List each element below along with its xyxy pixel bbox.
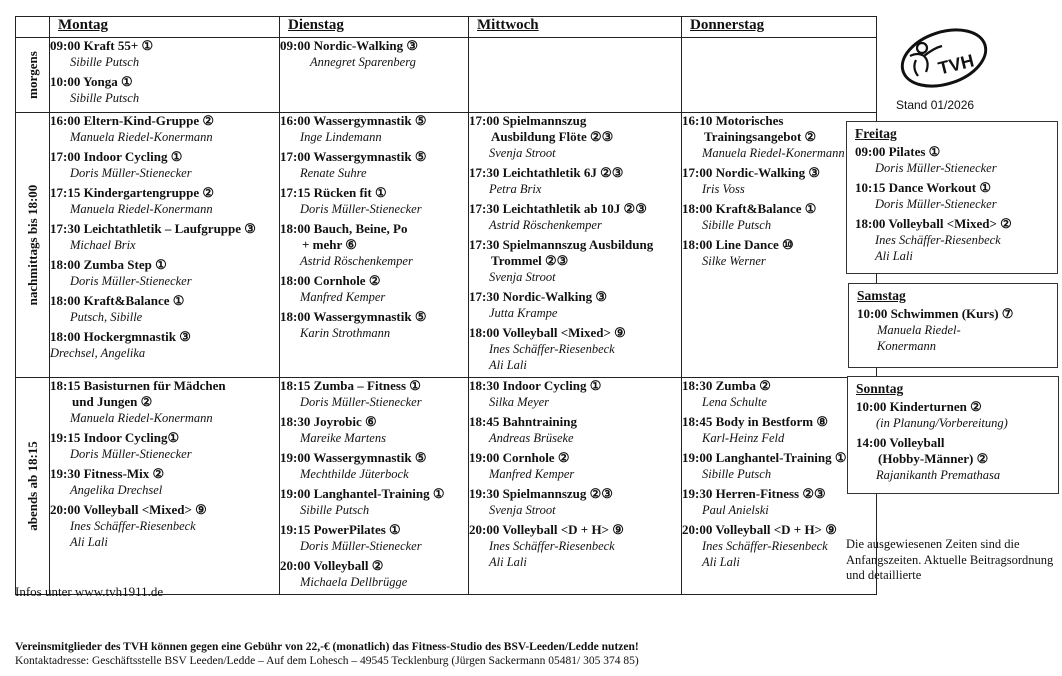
trainer-name: Mareike Martens <box>300 431 386 445</box>
sunday-box <box>847 376 1059 494</box>
time-slot-label: nachmittags bis 18:00 <box>24 184 40 306</box>
class-entry <box>50 257 279 289</box>
trainer-name: Iris Voss <box>702 182 745 196</box>
class-entry <box>50 113 279 145</box>
trainer-name: Putsch, Sibille <box>70 310 143 324</box>
class-entry <box>50 221 279 253</box>
trainer-name: Manfred Kemper <box>489 467 575 481</box>
class-entry <box>50 329 279 361</box>
corner-cell <box>16 17 50 38</box>
schedule-cell-wednesday-evening <box>469 378 682 595</box>
trainer-name: Doris Müller-Stienecker <box>70 447 192 461</box>
class-title <box>857 306 1049 322</box>
class-title-text: 18:00 Bauch, Beine, Po <box>280 221 408 236</box>
class-title-text: 18:45 Bahntraining <box>469 414 577 429</box>
class-entry <box>280 149 468 181</box>
class-title <box>469 325 681 341</box>
class-entry <box>280 38 468 70</box>
trainer-name: Manuela Riedel-Konermann <box>70 411 213 425</box>
class-title-text: 17:30 Leichtathletik – Laufgruppe ③ <box>50 221 256 236</box>
trainer-name: Svenja Stroot <box>489 270 556 284</box>
schedule-cell-monday-evening <box>50 378 280 595</box>
class-title <box>855 216 1049 232</box>
start-times-note: Die ausgewiesenen Zeiten sind die Anfangszeiten. Aktuelle Beitragsordnung und detaillierte <box>846 537 1054 582</box>
trainer-name: Manfred Kemper <box>300 290 386 304</box>
class-title-text: 18:15 Basisturnen für Mädchen <box>50 378 226 393</box>
class-title-text: 19:15 PowerPilates ① <box>280 522 401 537</box>
class-entry <box>280 486 468 518</box>
footer-fitness-offer: Vereinsmitglieder des TVH können gegen eine Gebühr von 22,-€ (monatlich) das Fitness-Studio des BSV-Leeden/Ledde nutzen! <box>15 641 639 653</box>
tvh-logo <box>898 26 990 90</box>
trainer-name: Silka Meyer <box>489 395 550 409</box>
schedule-cell-monday-afternoon <box>50 113 280 378</box>
class-title-text: 16:00 Wassergymnastik ⑤ <box>280 113 427 128</box>
time-slot-row-afternoon <box>16 113 877 378</box>
trainer-name: Renate Suhre <box>300 166 367 180</box>
class-title <box>50 502 279 518</box>
schedule-cell-tuesday-evening <box>280 378 469 595</box>
infos-link-text[interactable]: Infos unter www.tvh1911.de <box>15 584 164 599</box>
class-title-text: 14:00 Volleyball <box>856 435 945 450</box>
trainer-name: Doris Müller-Stienecker <box>300 395 422 409</box>
class-title <box>682 522 876 538</box>
class-entry <box>469 201 681 233</box>
class-title-text: 19:00 Langhantel-Training ① <box>682 450 847 465</box>
logo-text: TVH <box>936 50 976 79</box>
time-slot-label: abends ab 18:15 <box>24 441 40 531</box>
trainer-name: Petra Brix <box>489 182 542 196</box>
footer-contact: Kontaktadresse: Geschäftsstelle BSV Leeden/Ledde – Auf dem Lohesch – 49545 Tecklenburg (Jürgen Sackermann 05481/ 305 374 85) <box>15 655 639 667</box>
class-title <box>50 38 279 54</box>
class-entry <box>50 378 279 426</box>
class-title <box>280 378 468 394</box>
class-title <box>50 149 279 165</box>
class-title-text: 18:45 Body in Bestform ⑧ <box>682 414 828 429</box>
class-title-continuation: (Hobby-Männer) ② <box>878 451 989 466</box>
class-entry <box>50 502 279 550</box>
class-title <box>50 293 279 309</box>
class-title-continuation: Trainingsangebot ② <box>704 129 817 144</box>
trainer-name: Jutta Krampe <box>489 306 558 320</box>
class-entry <box>469 378 681 410</box>
trainer-name: Manuela Riedel- <box>877 323 961 337</box>
trainer-name: Sibille Putsch <box>702 467 772 481</box>
class-title <box>280 414 468 430</box>
class-title-text: 19:30 Spielmannszug ②③ <box>469 486 613 501</box>
class-title <box>280 185 468 201</box>
trainer-name: Inge Lindemann <box>300 130 382 144</box>
trainer-name: Konermann <box>877 339 937 353</box>
sunday-entries <box>856 399 1050 483</box>
class-title <box>469 486 681 502</box>
weekly-schedule-table <box>15 16 877 595</box>
day-header-row <box>16 17 877 38</box>
class-title <box>280 273 468 289</box>
time-slot-label-cell <box>16 113 50 378</box>
schedule-cell-wednesday-afternoon <box>469 113 682 378</box>
class-title <box>855 144 1049 160</box>
friday-entries <box>855 144 1049 264</box>
class-entry <box>855 144 1049 176</box>
class-title-text: 17:30 Leichtathletik ab 10J ②③ <box>469 201 647 216</box>
trainer-name: Ali Lali <box>489 358 527 372</box>
trainer-name: Ines Schäffer-Riesenbeck <box>702 539 828 553</box>
day-header-monday: Montag <box>50 17 280 38</box>
class-entry <box>50 185 279 217</box>
class-title-text: 09:00 Pilates ① <box>855 144 941 159</box>
class-title-text: 18:30 Indoor Cycling ① <box>469 378 602 393</box>
class-entry <box>857 306 1049 354</box>
trainer-name: Manuela Riedel-Konermann <box>70 202 213 216</box>
trainer-name: Ali Lali <box>875 249 913 263</box>
class-title-text: 20:00 Volleyball <D + H> ⑨ <box>469 522 624 537</box>
class-title-text: 18:00 Wassergymnastik ⑤ <box>280 309 427 324</box>
class-entry <box>280 522 468 554</box>
time-slot-row-morning <box>16 38 877 113</box>
class-entry <box>469 450 681 482</box>
class-title <box>469 201 681 217</box>
class-title-text: 18:00 Volleyball <Mixed> ② <box>855 216 1012 231</box>
stand-date: Stand 01/2026 <box>896 98 975 112</box>
class-title <box>469 414 681 430</box>
trainer-name: Sibille Putsch <box>300 503 370 517</box>
trainer-name: Sibille Putsch <box>70 91 140 105</box>
class-entry <box>469 414 681 446</box>
friday-box <box>846 121 1058 274</box>
class-title-text: 17:30 Spielmannszug Ausbildung <box>469 237 654 252</box>
class-title-continuation: + mehr ⑥ <box>302 237 357 252</box>
trainer-name: Doris Müller-Stienecker <box>300 539 422 553</box>
class-title-continuation: Ausbildung Flöte ②③ <box>491 129 614 144</box>
time-slot-label-cell <box>16 38 50 113</box>
class-title <box>856 435 1050 467</box>
class-entry <box>469 289 681 321</box>
trainer-name: Ines Schäffer-Riesenbeck <box>70 519 196 533</box>
class-title-text: 20:00 Volleyball <D + H> ⑨ <box>682 522 837 537</box>
class-entry <box>855 180 1049 212</box>
class-title-text: 16:10 Motorisches <box>682 113 784 128</box>
class-title <box>50 430 279 446</box>
class-entry <box>280 185 468 217</box>
class-entry <box>280 113 468 145</box>
trainer-name: Karl-Heinz Feld <box>702 431 785 445</box>
class-title <box>855 180 1049 196</box>
trainer-name: Doris Müller-Stienecker <box>70 166 192 180</box>
trainer-name: Manuela Riedel-Konermann <box>702 146 845 160</box>
trainer-name: (in Planung/Vorbereitung) <box>876 416 1008 430</box>
class-title <box>280 38 468 54</box>
class-title-text: 18:00 Volleyball <Mixed> ⑨ <box>469 325 626 340</box>
class-title <box>50 185 279 201</box>
class-title-text: 17:00 Nordic-Walking ③ <box>682 165 821 180</box>
class-title <box>280 221 468 253</box>
trainer-name: Michaela Dellbrügge <box>300 575 408 589</box>
trainer-name: Astrid Röschenkemper <box>300 254 413 268</box>
schedule-cell-wednesday-morning <box>469 38 682 113</box>
class-title-text: 18:00 Hockergmnastik ③ <box>50 329 191 344</box>
class-title-continuation: Trommel ②③ <box>491 253 569 268</box>
class-title <box>50 74 279 90</box>
time-slot-label-cell <box>16 378 50 595</box>
class-entry <box>50 430 279 462</box>
class-title-text: 10:00 Yonga ① <box>50 74 133 89</box>
class-title <box>50 113 279 129</box>
class-entry <box>855 216 1049 264</box>
class-title-text: 09:00 Nordic-Walking ③ <box>280 38 419 53</box>
class-title-text: 19:00 Langhantel-Training ① <box>280 486 445 501</box>
class-title-text: 18:30 Joyrobic ⑥ <box>280 414 377 429</box>
class-title-text: 09:00 Kraft 55+ ① <box>50 38 154 53</box>
schedule-cell-monday-morning <box>50 38 280 113</box>
class-entry <box>50 293 279 325</box>
class-title-text: 17:15 Kindergartengruppe ② <box>50 185 215 200</box>
class-title <box>50 329 279 345</box>
trainer-name: Ali Lali <box>702 555 740 569</box>
class-title <box>469 165 681 181</box>
trainer-name: Mechthilde Jüterbock <box>300 467 409 481</box>
time-slot-label: morgens <box>24 51 40 99</box>
day-header-tuesday: Dienstag <box>280 17 469 38</box>
class-title <box>50 257 279 273</box>
class-title <box>280 450 468 466</box>
schedule-cell-thursday-morning <box>682 38 877 113</box>
class-title-text: 17:15 Rücken fit ① <box>280 185 387 200</box>
saturday-entries <box>857 306 1049 354</box>
class-entry <box>856 435 1050 483</box>
trainer-name: Manuela Riedel-Konermann <box>70 130 213 144</box>
trainer-name: Ines Schäffer-Riesenbeck <box>489 342 615 356</box>
class-title <box>469 522 681 538</box>
class-title-text: 10:15 Dance Workout ① <box>855 180 991 195</box>
class-entry <box>50 74 279 106</box>
class-title-text: 18:00 Cornhole ② <box>280 273 381 288</box>
class-title-text: 18:00 Line Dance ⑩ <box>682 237 794 252</box>
class-entry <box>280 378 468 410</box>
day-header-wednesday: Mittwoch <box>469 17 682 38</box>
class-title-text: 17:00 Spielmannszug <box>469 113 587 128</box>
class-title-text: 18:15 Zumba – Fitness ① <box>280 378 421 393</box>
class-title-text: 10:00 Kinderturnen ② <box>856 399 982 414</box>
class-title-text: 19:30 Fitness-Mix ② <box>50 466 165 481</box>
day-name-saturday: Samstag <box>857 288 906 303</box>
saturday-box <box>848 283 1058 368</box>
class-title <box>856 399 1050 415</box>
class-title-text: 10:00 Schwimmen (Kurs) ⑦ <box>857 306 1014 321</box>
class-entry <box>280 558 468 590</box>
trainer-name: Andreas Brüseke <box>489 431 574 445</box>
trainer-name: Rajanikanth Premathasa <box>876 468 1001 482</box>
class-entry <box>469 113 681 161</box>
trainer-name: Michael Brix <box>70 238 136 252</box>
class-entry <box>280 221 468 269</box>
class-title-text: 19:15 Indoor Cycling① <box>50 430 180 445</box>
trainer-name: Karin Strothmann <box>300 326 391 340</box>
trainer-name: Silke Werner <box>702 254 766 268</box>
trainer-name: Ali Lali <box>70 535 108 549</box>
class-title <box>469 378 681 394</box>
class-entry <box>280 309 468 341</box>
class-title <box>50 221 279 237</box>
trainer-name: Doris Müller-Stienecker <box>875 197 997 211</box>
trainer-name: Sibille Putsch <box>702 218 772 232</box>
class-entry <box>280 414 468 446</box>
class-title <box>469 237 681 269</box>
class-title-text: 16:00 Eltern-Kind-Gruppe ② <box>50 113 215 128</box>
schedule-cell-tuesday-morning <box>280 38 469 113</box>
class-entry <box>469 237 681 285</box>
class-title-text: 19:00 Cornhole ② <box>469 450 570 465</box>
class-title-text: 17:30 Leichtathletik 6J ②③ <box>469 165 624 180</box>
class-title-text: 18:00 Zumba Step ① <box>50 257 167 272</box>
trainer-name: Lena Schulte <box>702 395 767 409</box>
class-title <box>50 378 279 410</box>
class-entry <box>50 38 279 70</box>
class-entry <box>469 165 681 197</box>
class-entry <box>50 466 279 498</box>
class-title-text: 18:00 Kraft&Balance ① <box>682 201 817 216</box>
class-title <box>280 113 468 129</box>
day-name-friday: Freitag <box>855 126 897 141</box>
class-title <box>469 289 681 305</box>
trainer-name: Ines Schäffer-Riesenbeck <box>875 233 1001 247</box>
class-title-text: 18:30 Zumba ② <box>682 378 771 393</box>
trainer-name: Angelika Drechsel <box>70 483 163 497</box>
trainer-name: Drechsel, Angelika <box>50 346 146 360</box>
logo-figure-head-icon <box>917 43 927 53</box>
class-title-text: 17:00 Wassergymnastik ⑤ <box>280 149 427 164</box>
trainer-name: Astrid Röschenkemper <box>489 218 602 232</box>
class-title-text: 20:00 Volleyball <Mixed> ⑨ <box>50 502 207 517</box>
day-header-thursday: Donnerstag <box>682 17 877 38</box>
class-title <box>280 309 468 325</box>
schedule-cell-tuesday-afternoon <box>280 113 469 378</box>
time-slot-row-evening <box>16 378 877 595</box>
trainer-name: Svenja Stroot <box>489 146 556 160</box>
class-title-continuation: und Jungen ② <box>72 394 153 409</box>
day-name-sunday: Sonntag <box>856 381 904 396</box>
class-entry <box>469 522 681 570</box>
class-entry <box>856 399 1050 431</box>
class-title-text: 19:00 Wassergymnastik ⑤ <box>280 450 427 465</box>
trainer-name: Annegret Sparenberg <box>310 55 416 69</box>
trainer-name: Doris Müller-Stienecker <box>70 274 192 288</box>
class-title <box>50 466 279 482</box>
class-title-text: 17:00 Indoor Cycling ① <box>50 149 183 164</box>
trainer-name: Doris Müller-Stienecker <box>300 202 422 216</box>
trainer-name: Doris Müller-Stienecker <box>875 161 997 175</box>
trainer-name: Ines Schäffer-Riesenbeck <box>489 539 615 553</box>
class-title <box>469 450 681 466</box>
class-title <box>280 558 468 574</box>
class-entry <box>280 273 468 305</box>
trainer-name: Ali Lali <box>489 555 527 569</box>
class-title-text: 18:00 Kraft&Balance ① <box>50 293 185 308</box>
class-entry <box>469 325 681 373</box>
class-title-text: 20:00 Volleyball ② <box>280 558 384 573</box>
class-entry <box>280 450 468 482</box>
class-entry <box>50 149 279 181</box>
class-title <box>469 113 681 145</box>
trainer-name: Sibille Putsch <box>70 55 140 69</box>
class-title <box>280 522 468 538</box>
trainer-name: Paul Anielski <box>702 503 769 517</box>
trainer-name: Svenja Stroot <box>489 503 556 517</box>
class-title <box>280 486 468 502</box>
class-title-text: 19:30 Herren-Fitness ②③ <box>682 486 826 501</box>
class-title-text: 17:30 Nordic-Walking ③ <box>469 289 608 304</box>
class-title <box>280 149 468 165</box>
class-entry <box>469 486 681 518</box>
